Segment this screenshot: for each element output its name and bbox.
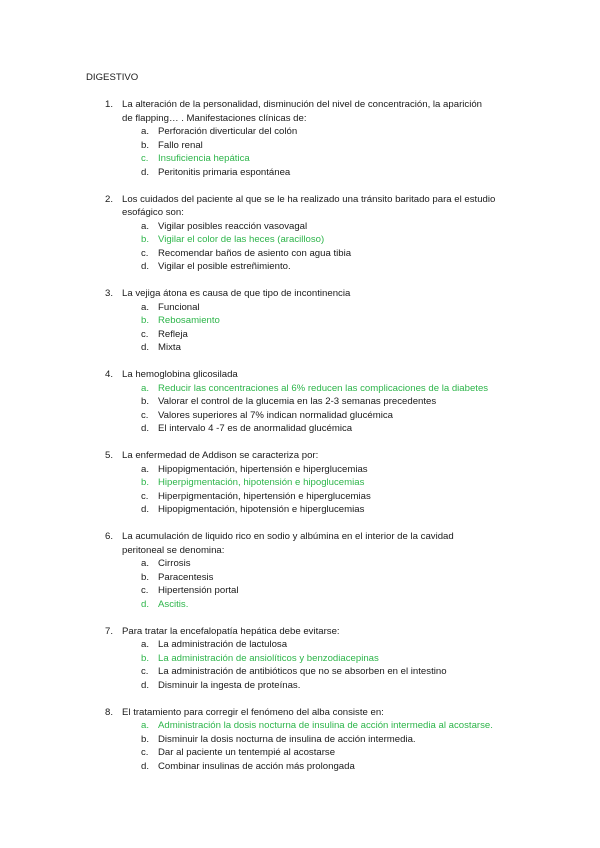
option (0, 665, 600, 679)
question-list (0, 98, 600, 787)
option-text: Administración la dosis nocturna de insulina de acción intermedia al acostarse. (158, 720, 493, 731)
option-letter: a. (141, 301, 150, 313)
option (0, 422, 600, 436)
question-8 (0, 706, 600, 774)
option (0, 463, 600, 477)
option (0, 395, 600, 409)
option-text: Disminuir la ingesta de proteínas. (158, 679, 301, 691)
question-text (0, 625, 600, 639)
option-letter: d. (141, 342, 150, 353)
option (0, 584, 600, 598)
option (0, 490, 600, 504)
option-correct (0, 476, 600, 490)
option-letter: a. (141, 558, 150, 569)
question-line: La vejiga átona es causa de que tipo de incontinencia (122, 288, 351, 299)
option-letter: b. (141, 396, 150, 407)
option-letter: d. (141, 679, 150, 691)
option-letter: c. (141, 490, 149, 502)
question-number: 1. (105, 99, 114, 110)
option-letter: a. (141, 126, 150, 137)
document-title: DIGESTIVO (86, 72, 139, 83)
option-text: Cirrosis (158, 558, 191, 569)
option (0, 760, 600, 774)
option-correct (0, 152, 600, 166)
question-text (0, 287, 600, 301)
option-text: Vigilar posibles reacción vasovagal (158, 220, 308, 232)
option-letter: b. (141, 234, 150, 245)
option-letter: c. (141, 153, 149, 164)
option-correct (0, 652, 600, 666)
option (0, 746, 600, 760)
option (0, 638, 600, 652)
option-correct (0, 598, 600, 612)
question-text (0, 368, 600, 382)
question-text (0, 112, 600, 126)
option-text: Vigilar el posible estreñimiento. (158, 261, 291, 272)
option-letter: c. (141, 328, 149, 340)
option-letter: a. (141, 463, 150, 475)
option (0, 328, 600, 342)
option-letter: a. (141, 382, 150, 394)
question-number: 6. (105, 531, 114, 542)
option (0, 166, 600, 180)
question-line: de flapping… . Manifestaciones clínicas de: (122, 112, 307, 124)
option (0, 409, 600, 423)
question-line: peritoneal se denomina: (122, 544, 225, 556)
option-letter: d. (141, 504, 150, 515)
question-7 (0, 625, 600, 693)
question-3 (0, 287, 600, 355)
option-correct (0, 719, 600, 733)
option-text: Combinar insulinas de acción más prolongada (158, 760, 355, 772)
option-text: Mixta (158, 342, 181, 353)
option-text: Peritonitis primaria espontánea (158, 166, 291, 178)
question-line: Para tratar la encefalopatía hepática debe evitarse: (122, 625, 340, 637)
option-text: Hiperpigmentación, hipertensión e hiperglucemias (158, 490, 371, 502)
option-letter: b. (141, 315, 150, 326)
question-6 (0, 530, 600, 611)
question-text (0, 544, 600, 558)
option (0, 571, 600, 585)
option-letter: d. (141, 166, 150, 178)
option-text: Hipertensión portal (158, 585, 239, 596)
option-letter: a. (141, 720, 150, 731)
question-text (0, 98, 600, 112)
question-line: El tratamiento para corregir el fenómeno del alba consiste en: (122, 706, 384, 718)
option-text: Valorar el control de la glucemia en las 2-3 semanas precedentes (158, 396, 437, 407)
option-text: La administración de ansiolíticos y benzodiacepinas (158, 652, 379, 664)
option-text: Vigilar el color de las heces (aracilloso) (158, 234, 325, 245)
question-text (0, 193, 600, 207)
option-letter: d. (141, 423, 150, 434)
option (0, 220, 600, 234)
option (0, 125, 600, 139)
option-correct (0, 382, 600, 396)
question-4 (0, 368, 600, 436)
option-text: La administración de antibióticos que no se absorben en el intestino (158, 666, 447, 677)
option-letter: c. (141, 247, 149, 259)
question-number: 3. (105, 288, 114, 299)
option (0, 503, 600, 517)
option-text: Rebosamiento (158, 315, 220, 326)
question-number: 2. (105, 193, 114, 205)
question-text (0, 530, 600, 544)
option-letter: a. (141, 220, 150, 232)
option-letter: c. (141, 747, 149, 758)
option-text: Insuficiencia hepática (158, 153, 250, 164)
option-correct (0, 233, 600, 247)
option-letter: b. (141, 733, 150, 745)
option-text: Perforación diverticular del colón (158, 126, 298, 137)
option-text: Refleja (158, 328, 188, 340)
question-number: 4. (105, 369, 114, 380)
option-letter: b. (141, 139, 150, 151)
option (0, 679, 600, 693)
question-text (0, 706, 600, 720)
option-letter: c. (141, 666, 149, 677)
option-text: Ascitis. (158, 598, 189, 610)
option-letter: d. (141, 261, 150, 272)
option-text: La administración de lactulosa (158, 639, 288, 650)
option (0, 139, 600, 153)
option-text: Valores superiores al 7% indican normalidad glucémica (158, 409, 393, 421)
question-line: La enfermedad de Addison se caracteriza por: (122, 450, 319, 461)
option-correct (0, 314, 600, 328)
option-letter: a. (141, 639, 150, 650)
option (0, 557, 600, 571)
option-text: Dar al paciente un tentempié al acostarse (158, 747, 336, 758)
option-text: Fallo renal (158, 139, 203, 151)
option-text: Recomendar baños de asiento con agua tibia (158, 247, 352, 259)
question-1 (0, 98, 600, 179)
option-letter: b. (141, 477, 150, 488)
option-text: Hiperpigmentación, hipotensión e hipoglucemias (158, 477, 365, 488)
option-text: Hipopigmentación, hipertensión e hiperglucemias (158, 463, 368, 475)
question-text (0, 449, 600, 463)
option (0, 260, 600, 274)
question-5 (0, 449, 600, 517)
option (0, 301, 600, 315)
question-line: La alteración de la personalidad, disminución del nivel de concentración, la aparición (122, 99, 482, 110)
option-text: El intervalo 4 -7 es de anormalidad glucémica (158, 423, 353, 434)
question-text (0, 206, 600, 220)
option-text: Hipopigmentación, hipotensión e hiperglucemias (158, 504, 365, 515)
option-text: Paracentesis (158, 571, 214, 583)
option-letter: c. (141, 585, 149, 596)
question-2 (0, 193, 600, 274)
option-text: Disminuir la dosis nocturna de insulina de acción intermedia. (158, 733, 416, 745)
option-letter: d. (141, 598, 150, 610)
question-line: La hemoglobina glicosilada (122, 369, 238, 380)
question-line: esofágico son: (122, 207, 184, 218)
option-letter: b. (141, 652, 150, 664)
option-text: Reducir las concentraciones al 6% reducen las complicaciones de la diabetes (158, 382, 489, 394)
question-line: Los cuidados del paciente al que se le ha realizado una tránsito baritado para el estudio (122, 193, 496, 205)
option (0, 247, 600, 261)
option-letter: b. (141, 571, 150, 583)
question-number: 7. (105, 625, 114, 637)
option (0, 341, 600, 355)
option-text: Funcional (158, 301, 200, 313)
question-number: 5. (105, 450, 114, 461)
option-letter: d. (141, 760, 150, 772)
question-number: 8. (105, 706, 114, 718)
option (0, 733, 600, 747)
option-letter: c. (141, 409, 149, 421)
question-line: La acumulación de liquido rico en sodio y albúmina en el interior de la cavidad (122, 531, 454, 542)
